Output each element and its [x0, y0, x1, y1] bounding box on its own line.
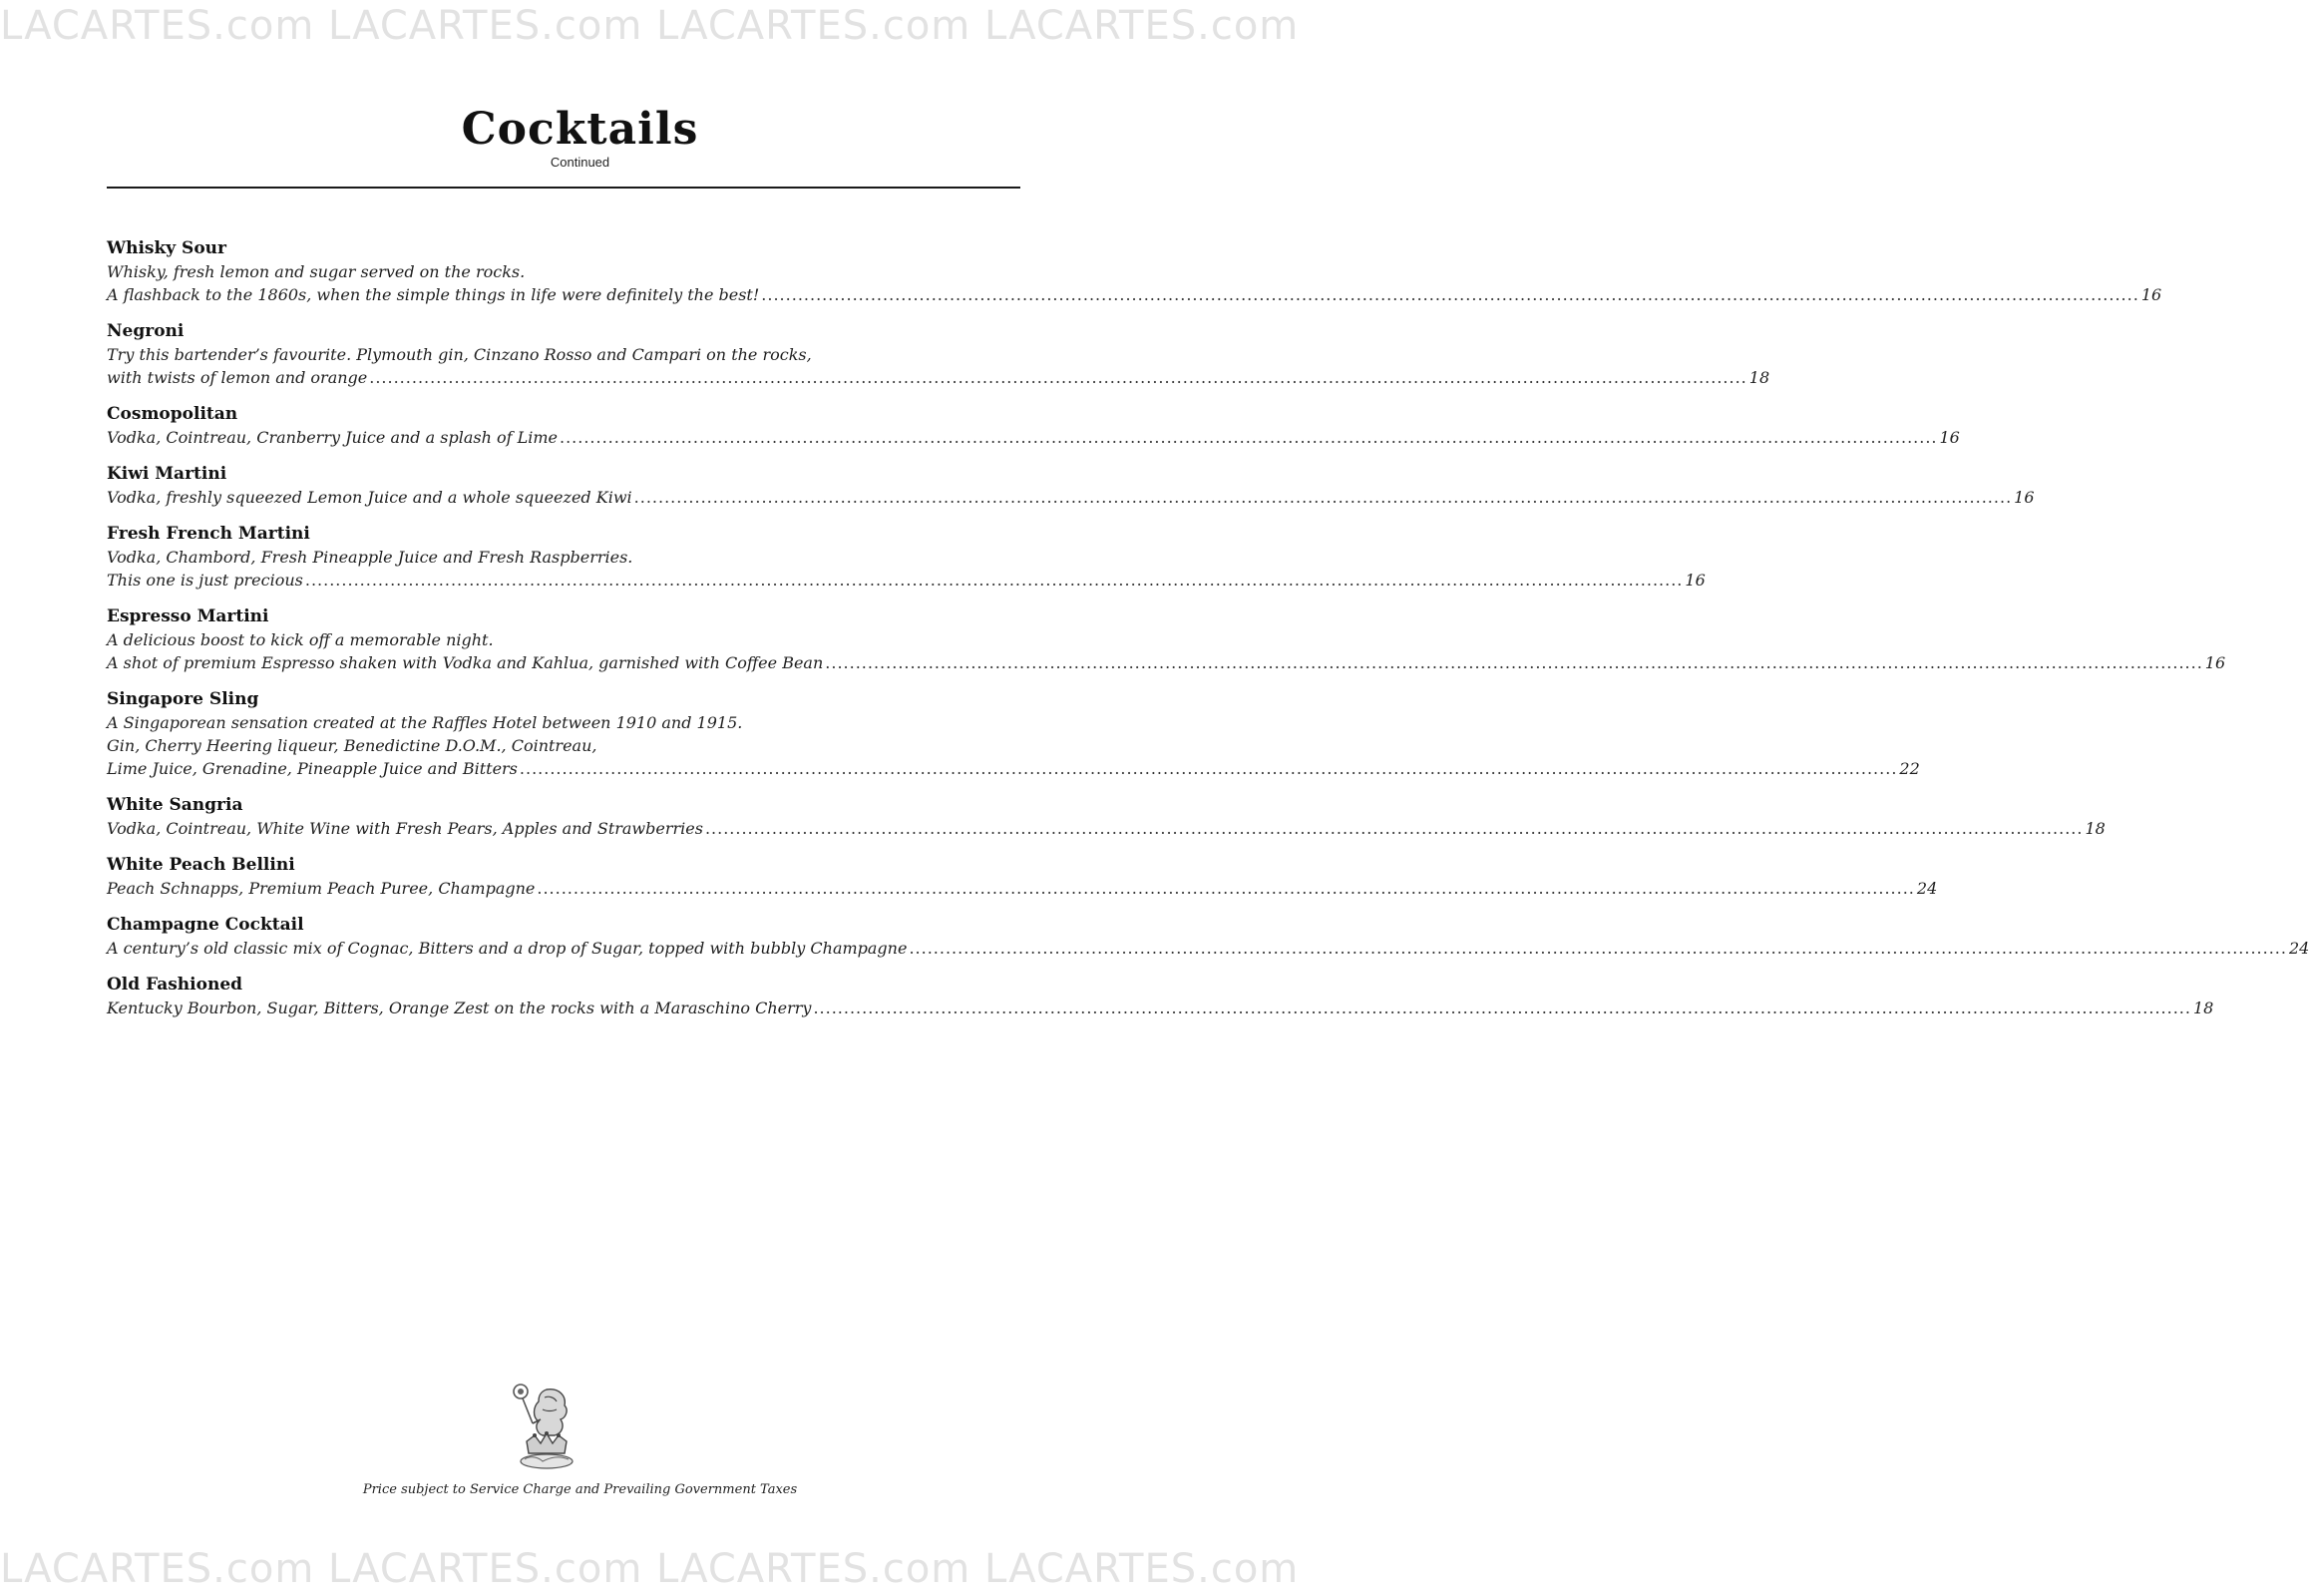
menu-item-price: 16 — [1685, 571, 1706, 590]
footer-note: Price subject to Service Charge and Prevailing Government Taxes — [362, 1482, 798, 1497]
menu-item — [107, 914, 2309, 960]
watermark-bottom: LACARTES.com LACARTES.com LACARTES.com LACARTES.com — [0, 1546, 1300, 1592]
menu-item — [107, 854, 1938, 900]
menu-item-price-line — [107, 569, 1706, 592]
watermark-top: LACARTES.com LACARTES.com LACARTES.com LACARTES.com — [0, 3, 1300, 49]
menu-item-name: Whisky Sour — [107, 238, 226, 258]
menu-item-price-line — [107, 757, 1920, 780]
menu-item — [107, 974, 2214, 1019]
menu-item-name: Old Fashioned — [107, 975, 243, 995]
menu-item-name: Kiwi Martini — [107, 464, 227, 484]
menu-item-description: Try this bartender’s favourite. Plymouth gin, Cinzano Rosso and Campari on the rocks, — [107, 345, 812, 364]
menu-item-description: Kentucky Bourbon, Sugar, Bitters, Orange Zest on the rocks with a Maraschino Cherry — [107, 998, 812, 1017]
menu-item-description: with twists of lemon and orange — [107, 368, 368, 387]
menu-item-price-line — [107, 426, 1960, 449]
menu-item-price: 24 — [1916, 879, 1938, 898]
dot-leader — [634, 486, 2013, 509]
dot-leader — [369, 366, 1747, 389]
menu-item-price-line — [107, 997, 2214, 1019]
menu-item-description: Peach Schnapps, Premium Peach Puree, Champagne — [107, 879, 536, 898]
menu-item — [107, 794, 2106, 840]
dot-leader — [825, 651, 2203, 674]
lion-crest-icon — [507, 1380, 584, 1475]
menu-item-description: A flashback to the 1860s, when the simple things in life were definitely the best! — [107, 285, 760, 304]
menu-item-price-line — [107, 937, 2309, 960]
menu-item-name: Negroni — [107, 321, 185, 341]
menu-item-name: Singapore Sling — [107, 689, 259, 709]
dot-leader — [705, 817, 2084, 840]
menu-item-description: Vodka, Chambord, Fresh Pineapple Juice and Fresh Raspberries. — [107, 548, 633, 567]
menu-item-price: 16 — [2204, 653, 2226, 672]
menu-item-price: 18 — [2085, 819, 2106, 838]
menu-item-price: 18 — [1748, 368, 1770, 387]
menu-item-price-line — [107, 283, 2162, 306]
menu-item-name: White Sangria — [107, 795, 243, 815]
menu-item-price: 18 — [2192, 998, 2214, 1017]
menu-item-name: Espresso Martini — [107, 606, 269, 626]
menu-item-description: Lime Juice, Grenadine, Pineapple Juice and Bitters — [107, 759, 518, 778]
dot-leader — [560, 426, 1938, 449]
dot-leader — [305, 569, 1684, 592]
page-title: Cocktails — [461, 104, 699, 155]
menu-item-price-line — [107, 817, 2106, 840]
menu-item-description: This one is just precious — [107, 571, 303, 590]
header-divider — [107, 187, 1020, 189]
menu-item-price: 24 — [2288, 939, 2309, 958]
menu-item-price-line — [107, 877, 1938, 900]
page-subtitle: Continued — [550, 155, 610, 170]
menu-item-price: 16 — [1939, 428, 1960, 447]
menu-item-price-line — [107, 651, 2226, 674]
menu-item-price: 16 — [2014, 488, 2035, 507]
menu-item — [107, 463, 2035, 509]
menu-item-description: A century’s old classic mix of Cognac, Bitters and a drop of Sugar, topped with bubbly Champagne — [107, 939, 908, 958]
menu-item — [107, 237, 2162, 306]
menu-item-description: Gin, Cherry Heering liqueur, Benedictine D.O.M., Cointreau, — [107, 736, 597, 755]
menu-item — [107, 605, 2226, 674]
dot-leader — [909, 937, 2287, 960]
menu-item-name: Champagne Cocktail — [107, 915, 304, 935]
menu-item-description: A Singaporean sensation created at the Raffles Hotel between 1910 and 1915. — [107, 713, 743, 732]
menu-item-name: Cosmopolitan — [107, 404, 238, 424]
dot-leader — [537, 877, 1915, 900]
dot-leader — [761, 283, 2139, 306]
menu-item — [107, 688, 1920, 780]
menu-item-price: 22 — [1899, 759, 1920, 778]
menu-item — [107, 523, 1706, 592]
menu-item-name: White Peach Bellini — [107, 855, 295, 875]
menu-item-description: Vodka, freshly squeezed Lemon Juice and a whole squeezed Kiwi — [107, 488, 632, 507]
menu-item — [107, 403, 1960, 449]
menu-item-name: Fresh French Martini — [107, 524, 310, 544]
menu-item-price-line — [107, 366, 1770, 389]
dot-leader — [520, 757, 1898, 780]
menu-item-price: 16 — [2140, 285, 2162, 304]
menu-item-description: Vodka, Cointreau, Cranberry Juice and a splash of Lime — [107, 428, 558, 447]
dot-leader — [813, 997, 2191, 1019]
menu-item-description: A delicious boost to kick off a memorable night. — [107, 630, 494, 649]
menu-item-price-line — [107, 486, 2035, 509]
menu-item-description: Whisky, fresh lemon and sugar served on the rocks. — [107, 262, 526, 281]
menu-item-description: Vodka, Cointreau, White Wine with Fresh Pears, Apples and Strawberries — [107, 819, 703, 838]
menu-list — [107, 237, 2309, 1033]
menu-item — [107, 320, 1770, 389]
menu-item-description: A shot of premium Espresso shaken with Vodka and Kahlua, garnished with Coffee Bean — [107, 653, 824, 672]
